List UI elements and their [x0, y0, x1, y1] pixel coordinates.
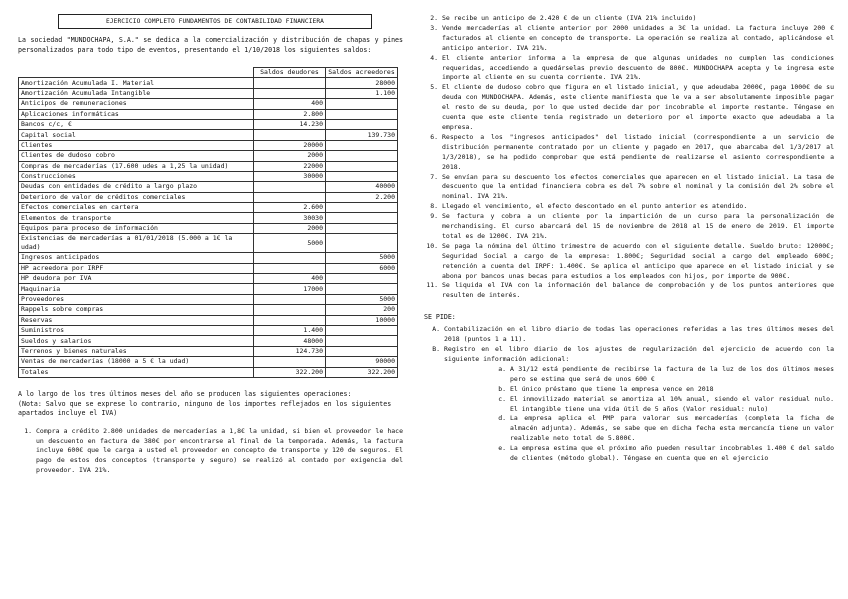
account-name: Amortización Acumulada I. Material: [19, 78, 254, 88]
credit-balance: 5000: [326, 294, 398, 304]
credit-balance: [326, 203, 398, 213]
account-name: Bancos c/c, €: [19, 119, 254, 129]
table-row: [19, 140, 398, 150]
table-row: [19, 192, 398, 202]
debit-balance: 48000: [254, 336, 326, 346]
account-name: Anticipos de remuneraciones: [19, 99, 254, 109]
table-row: [19, 284, 398, 294]
operation-item: 9. Se factura y cobra a un cliente por la impartición de un curso para la personalización de merchandising. El curso abarcará del 15 de noviembre de 2018 al 15 de enero de 2019. El importe total es de 1200€. IVA 21%.: [442, 212, 834, 242]
operation-item: 10. Se paga la nómina del último trimestre de acuerdo con el siguiente detalle. Sueldo bruto: 12000€; Seguridad Social a cargo de la empresa: 1.800€; Seguridad social a cargo del empleado 600€; retención a cuenta del IRPF: 1.400€. Se aplica el anticipo que aparece en el listado inicial y se abona por bancos unas becas para estudios a los empleados con hijos, por importe de 900€.: [442, 242, 834, 282]
debit-balance: 2.600: [254, 203, 326, 213]
account-name: Suministros: [19, 325, 254, 335]
account-name: Rappels sobre compras: [19, 305, 254, 315]
note-line-1: A lo largo de los tres últimos meses del año se producen las siguientes operaciones:: [18, 389, 352, 398]
account-name: Elementos de transporte: [19, 213, 254, 223]
subtask-item: e. La empresa estima que el próximo año pueden resultar incobrables 1.400 € del saldo de clientes (método global). Téngase en cuenta que en el ejercicio: [510, 444, 834, 464]
debit-balance: 20000: [254, 140, 326, 150]
debit-balance: 400: [254, 274, 326, 284]
debit-balance: [254, 263, 326, 273]
account-name: Deterioro de valor de créditos comerciales: [19, 192, 254, 202]
credit-balance: 322.200: [326, 367, 398, 377]
table-row: [19, 223, 398, 233]
credit-balance: 1.100: [326, 88, 398, 98]
account-name: Terrenos y bienes naturales: [19, 346, 254, 356]
debit-balance: [254, 315, 326, 325]
credit-balance: 2.200: [326, 192, 398, 202]
table-row: [19, 171, 398, 181]
account-name: Reservas: [19, 315, 254, 325]
account-name: Proveedores: [19, 294, 254, 304]
debit-balance: 17000: [254, 284, 326, 294]
table-row: [19, 315, 398, 325]
table-row: [19, 161, 398, 171]
account-name: Capital social: [19, 130, 254, 140]
operation-item: 6. Respecto a los "ingresos anticipados" del listado inicial (correspondiente a un servicio de distribución permanente contratado por un cliente y pagado en 2017, que abarcaba del 1/3/2017 al 1/3/2018), se ha podido comprobar que está pendiente de realizarse el asiento correspondiente a 2018.: [442, 133, 834, 173]
subtask-item: d. La empresa aplica el PMP para valorar sus mercaderías (completa la ficha de almacén adjunta). Además, se sabe que en dicha fecha esta mercancía tiene un valor realizable neto total de 5.800€.: [510, 414, 834, 444]
table-row: [19, 88, 398, 98]
table-row: [19, 294, 398, 304]
table-row: [19, 357, 398, 367]
subtask-item: a. A 31/12 está pendiente de recibirse la factura de la luz de los dos últimos meses pero se estima que será de unos 600 €: [510, 365, 834, 385]
table-row: [19, 119, 398, 129]
debit-balance: 400: [254, 99, 326, 109]
credit-balance: 139.730: [326, 130, 398, 140]
right-column: [424, 14, 834, 464]
table-row: [19, 78, 398, 88]
table-row: [19, 99, 398, 109]
note-line-2: (Nota: Salvo que se exprese lo contrario, ninguno de los importes reflejados en los siguientes apartados incluye el IVA): [18, 399, 392, 418]
account-name: Clientes: [19, 140, 254, 150]
debit-balance: [254, 130, 326, 140]
credit-balance: 5000: [326, 253, 398, 263]
account-name: Existencias de mercaderías a 01/01/2018 (5.000 a 1€ la udad): [19, 234, 254, 253]
operation-item: 11. Se liquida el IVA con la información del balance de comprobación y de los puntos anteriores que resulten de interés.: [442, 281, 834, 301]
table-row: [19, 263, 398, 273]
totals-row: [19, 367, 398, 377]
table-row: [19, 253, 398, 263]
account-name: Maquinaria: [19, 284, 254, 294]
credit-balance: [326, 274, 398, 284]
credit-balance: 28000: [326, 78, 398, 88]
debit-balance: [254, 305, 326, 315]
subtask-item: c. El inmovilizado material se amortiza al 10% anual, siendo el valor residual nulo. El intangible tiene una vida útil de 5 años (Valor residual: nulo): [510, 395, 834, 415]
se-pide-heading: SE PIDE:: [424, 313, 456, 322]
debit-balance: [254, 294, 326, 304]
debit-balance: 14.230: [254, 119, 326, 129]
operation-item: 1. Compra a crédito 2.800 unidades de mercaderías a 1,8€ la unidad, si bien el proveedor le hace un descuento en factura de 380€ por encontrarse al final de la temporada. Además, la factura incluye 600€ que le carga a usted el proveedor en concepto de transporte y 120 de seguros. El pago de estos dos conceptos (transporte y seguro) se realizó al contado por exigencia del proveedor. IVA 21%.: [36, 427, 403, 476]
credit-balance: [326, 213, 398, 223]
task-item: A. Contabilización en el libro diario de todas las operaciones referidas a las tres últimos meses del 2018 (puntos 1 a 11).: [444, 325, 834, 345]
credit-balance: 200: [326, 305, 398, 315]
subtask-item: b. El único préstamo que tiene la empresa vence en 2018: [510, 385, 834, 395]
operation-item: 3. Vende mercaderías al cliente anterior por 2000 unidades a 3€ la unidad. La factura incluye 200 € facturados al cliente en concepto de transporte. La operación se realiza al contado, aplicándose el anticipo anterior. IVA 21%.: [442, 24, 834, 54]
column-header: Saldos acreedores: [326, 68, 398, 78]
account-name: Efectos comerciales en cartera: [19, 203, 254, 213]
operation-item: 4. El cliente anterior informa a la empresa de que algunas unidades no cumplen las condiciones requeridas, accediendo a quedárselas previo descuento de 800€. MUNDOCHAPA acepta y le ingresa este importe al cliente en su cuenta corriente. IVA 21%.: [442, 54, 834, 84]
left-column: [18, 14, 403, 476]
credit-balance: [326, 325, 398, 335]
table-row: [19, 274, 398, 284]
credit-balance: [326, 171, 398, 181]
task-item: [444, 345, 834, 365]
debit-balance: [254, 357, 326, 367]
credit-balance: [326, 119, 398, 129]
table-row: [19, 325, 398, 335]
debit-balance: [254, 78, 326, 88]
operations-list-left: [18, 427, 403, 476]
credit-balance: 6000: [326, 263, 398, 273]
exercise-title: EJERCICIO COMPLETO FUNDAMENTOS DE CONTABILIDAD FINANCIERA: [58, 14, 372, 29]
account-name: HP deudora por IVA: [19, 274, 254, 284]
operation-item: 2. Se recibe un anticipo de 2.420 € de un cliente (IVA 21% incluido): [442, 14, 834, 24]
credit-balance: 40000: [326, 182, 398, 192]
credit-balance: [326, 109, 398, 119]
account-name: Construcciones: [19, 171, 254, 181]
intro-paragraph: La sociedad "MUNDOCHAPA, S.A." se dedica a la comercialización y distribución de chapas y pines personalizados para todo tipo de eventos, presentando el 1/10/2018 los siguientes saldos:: [18, 36, 403, 54]
debit-balance: 2000: [254, 151, 326, 161]
debit-balance: 5000: [254, 234, 326, 253]
credit-balance: [326, 234, 398, 253]
table-row: [19, 336, 398, 346]
debit-balance: 1.400: [254, 325, 326, 335]
table-row: [19, 213, 398, 223]
debit-balance: 124.730: [254, 346, 326, 356]
credit-balance: [326, 140, 398, 150]
table-row: [19, 130, 398, 140]
credit-balance: [326, 223, 398, 233]
debit-balance: 2000: [254, 223, 326, 233]
debit-balance: [254, 182, 326, 192]
table-row: [19, 203, 398, 213]
account-name: Totales: [19, 367, 254, 377]
debit-balance: 2.800: [254, 109, 326, 119]
credit-balance: [326, 161, 398, 171]
debit-balance: [254, 88, 326, 98]
table-row: [19, 305, 398, 315]
table-row: [19, 182, 398, 192]
table-row: [19, 234, 398, 253]
table-row: [19, 151, 398, 161]
account-name: Amortización Acumulada Intangible: [19, 88, 254, 98]
operations-list-right: [424, 14, 834, 301]
task-item-text: Registro en el libro diario de los ajustes de regularización del ejercicio de acuerdo con la siguiente información adicional:: [444, 345, 834, 363]
subtasks-list: [424, 365, 834, 464]
credit-balance: [326, 99, 398, 109]
account-name: Ventas de mercaderías (18000 a 5 € la udad): [19, 357, 254, 367]
table-header-row: [19, 68, 398, 78]
debit-balance: [254, 253, 326, 263]
operations-intro: [18, 390, 403, 419]
account-name: Equipos para proceso de información: [19, 223, 254, 233]
account-name: Deudas con entidades de crédito a largo plazo: [19, 182, 254, 192]
debit-balance: 322.200: [254, 367, 326, 377]
account-name: Clientes de dudoso cobro: [19, 151, 254, 161]
table-row: [19, 109, 398, 119]
column-header: [19, 68, 254, 78]
operation-item: 5. El cliente de dudoso cobro que figura en el listado inicial, y que adeudaba 2000€, paga 1000€ de su deuda con MUNDOCHAPA. Además, este cliente manifiesta que le va a ser absolutamente imposible pagar el resto de su deuda, por lo que usted decide dar por incobrable el importe restante. Téngase en cuenta que este cliente tenía registrado un deterioro por el importe exacto que adeudaba a la empresa.: [442, 83, 834, 133]
tasks-list: [424, 325, 834, 365]
account-name: Compras de mercaderías (17.600 udes a 1,25 la unidad): [19, 161, 254, 171]
operation-item: 8. Llegado el vencimiento, el efecto descontado en el punto anterior es atendido.: [442, 202, 834, 212]
account-name: HP acreedora por IRPF: [19, 263, 254, 273]
balance-table: [18, 67, 398, 378]
credit-balance: [326, 151, 398, 161]
debit-balance: 22000: [254, 161, 326, 171]
account-name: Ingresos anticipados: [19, 253, 254, 263]
credit-balance: [326, 284, 398, 294]
credit-balance: [326, 346, 398, 356]
credit-balance: 90000: [326, 357, 398, 367]
column-header: Saldos deudores: [254, 68, 326, 78]
operation-item: 7. Se envían para su descuento los efectos comerciales que aparecen en el listado inicial. La tasa de descuento que la entidad financiera cobra es del 7% sobre el nominal y la comisión del 2% sobre el nominal. IVA 21%.: [442, 173, 834, 203]
debit-balance: 30000: [254, 171, 326, 181]
credit-balance: 10000: [326, 315, 398, 325]
account-name: Sueldos y salarios: [19, 336, 254, 346]
account-name: Aplicaciones informáticas: [19, 109, 254, 119]
credit-balance: [326, 336, 398, 346]
debit-balance: 30030: [254, 213, 326, 223]
table-row: [19, 346, 398, 356]
debit-balance: [254, 192, 326, 202]
